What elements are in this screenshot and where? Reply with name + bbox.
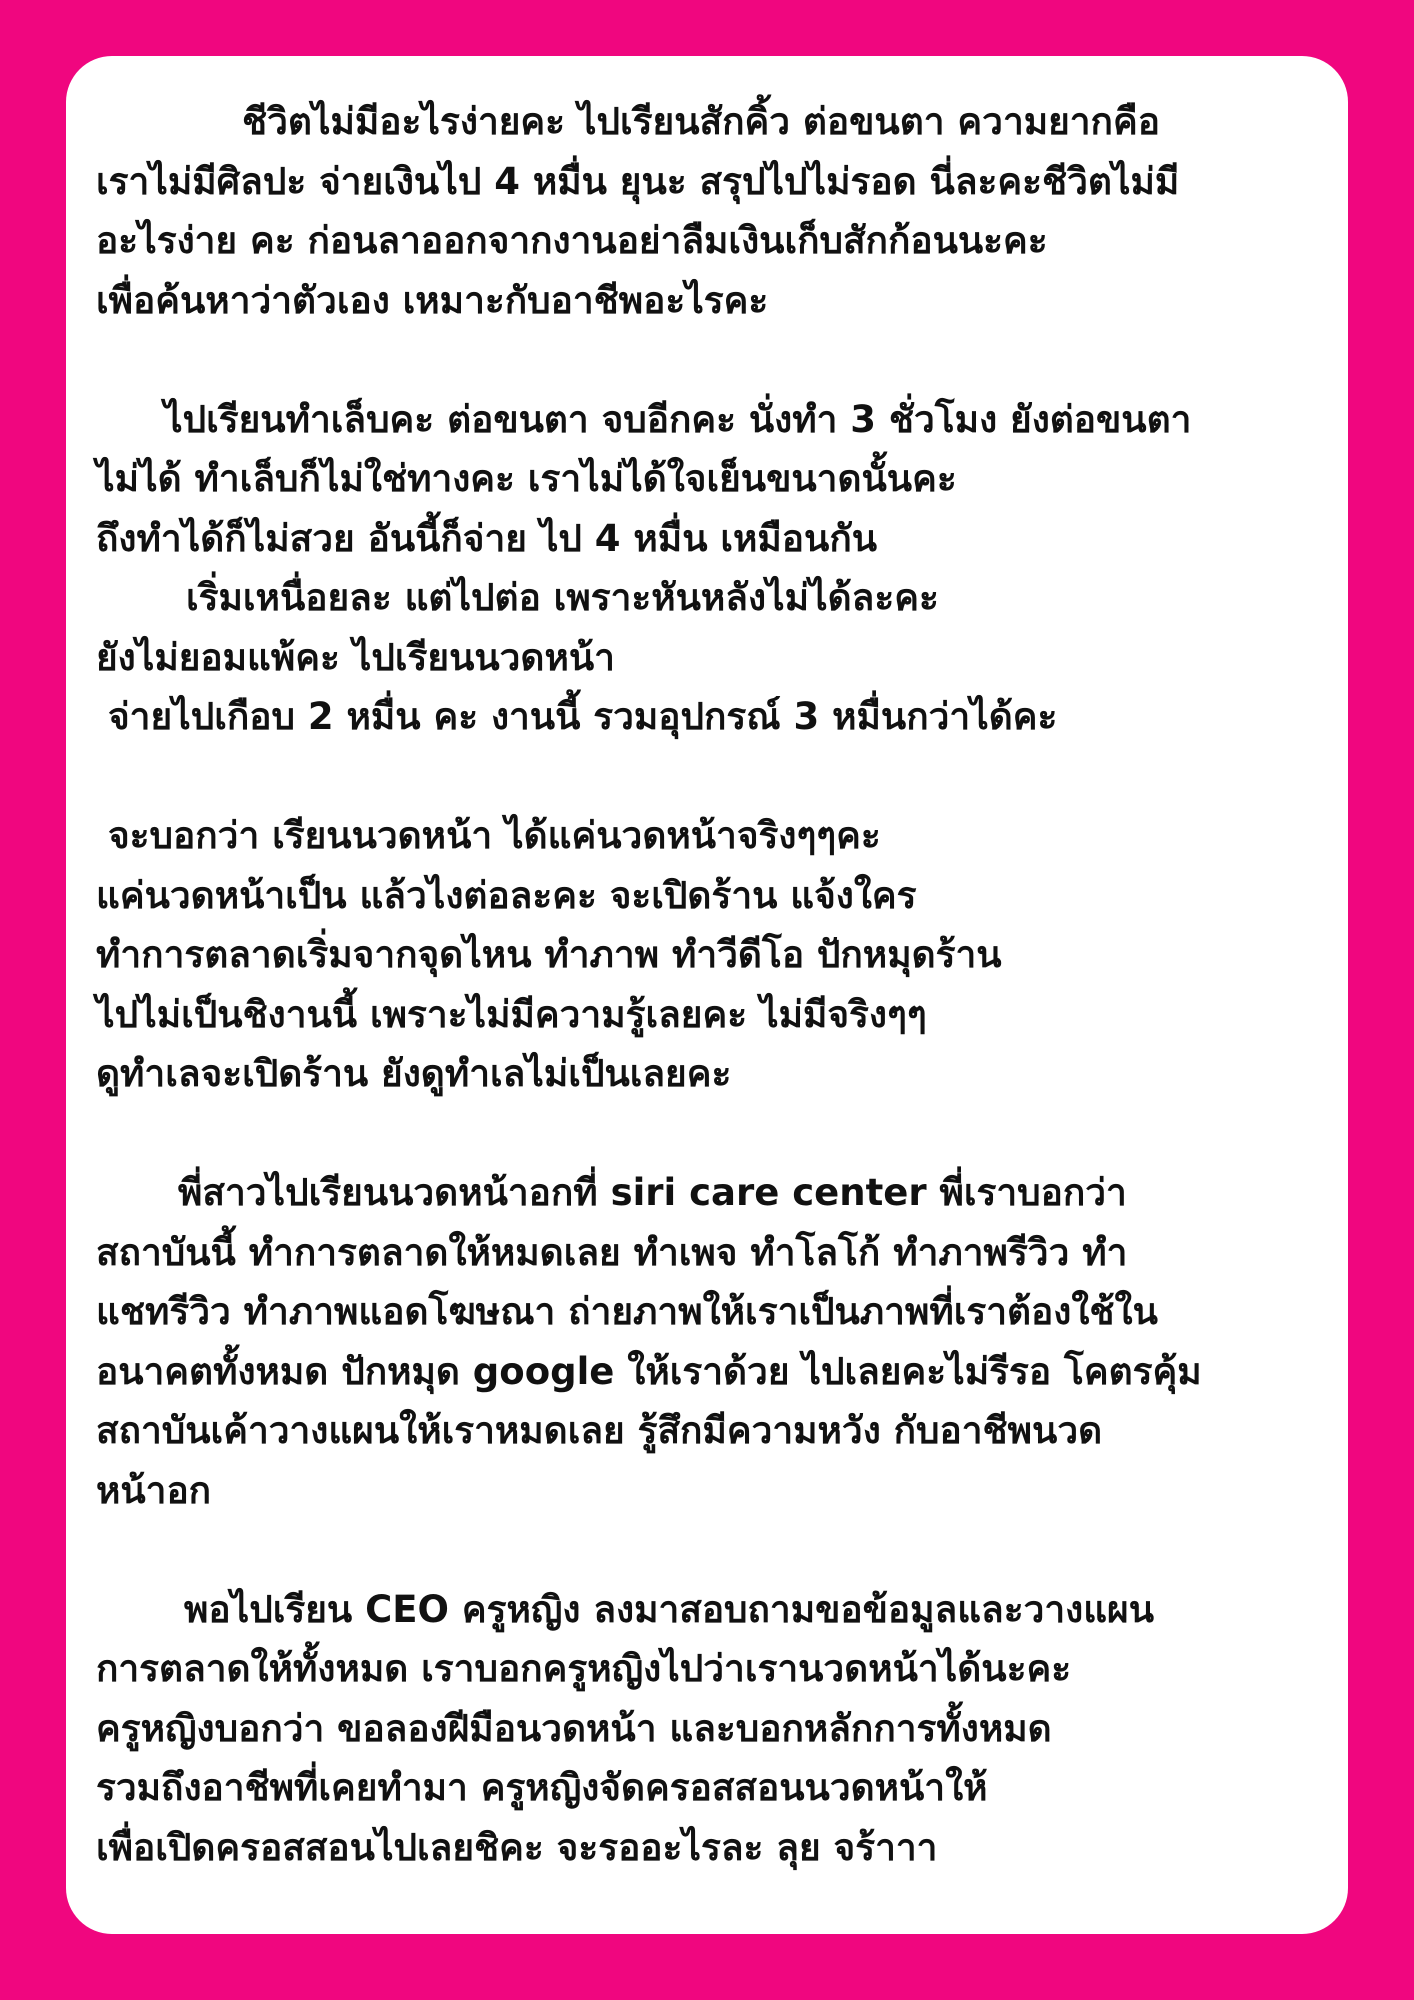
blank-line	[96, 747, 1336, 807]
text-line: สถาบันนี้ ทำการตลาดให้หมดเลย ทำเพจ ทำโลโก้ ทำภาพรีวิว ทำ	[96, 1230, 1128, 1274]
text-line: สถาบันเค้าวางแผนให้เราหมดเลย รู้สึกมีความหวัง กับอาชีพนวด	[96, 1409, 1103, 1452]
text-line: หน้าอก	[96, 1468, 212, 1512]
text-line: ทำการตลาดเริ่มจากจุดไหน ทำภาพ ทำวีดีโอ ปักหมุดร้าน	[96, 933, 1002, 976]
text-line: เริ่มเหนื่อยละ แต่ไปต่อ เพราะหันหลังไม่ได้ละคะ	[186, 576, 939, 619]
text-line: ถึงทำได้ก็ไม่สวย อันนี้ก็จ่าย ไป 4 หมื่น เหมือนกัน	[96, 516, 878, 560]
text-line: พอไปเรียน CEO ครูหญิง ลงมาสอบถามขอข้อมูลและวางแผน	[184, 1587, 1155, 1631]
text-line: จะบอกว่า เรียนนวดหน้า ได้แค่นวดหน้าจริงๆๆคะ	[108, 814, 881, 857]
text-line: ไปไม่เป็นชิงานนี้ เพราะไม่มีความรู้เลยคะ ไม่มีจริงๆๆ	[96, 992, 927, 1036]
text-line: อะไรง่าย คะ ก่อนลาออกจากงานอย่าลืมเงินเก็บสักก้อนนะคะ	[96, 219, 1048, 262]
text-line: อนาคตทั้งหมด ปักหมุด google ให้เราด้วย ไปเลยคะไม่รีรอ โคตรคุ้ม	[96, 1349, 1202, 1393]
text-line: เพื่อเปิดครอสสอนไปเลยชิคะ จะรออะไรละ ลุย จร้าาา	[96, 1825, 938, 1869]
text-line: จ่ายไปเกือบ 2 หมื่น คะ งานนี้ รวมอุปกรณ์ 3 หมื่นกว่าได้คะ	[108, 695, 1058, 738]
text-line: แค่นวดหน้าเป็น แล้วไงต่อละคะ จะเปิดร้าน แจ้งใคร	[96, 873, 917, 917]
text-line: การตลาดให้ทั้งหมด เราบอกครูหญิงไปว่าเรานวดหน้าได้นะคะ	[96, 1647, 1072, 1690]
text-line: ไปเรียนทำเล็บคะ ต่อขนตา จบอีกคะ นั่งทำ 3 ชั่วโมง ยังต่อขนตา	[164, 397, 1192, 441]
text-line: ไม่ได้ ทำเล็บก็ไม่ใช่ทางคะ เราไม่ได้ใจเย็นขนาดนั้นคะ	[96, 457, 957, 500]
blank-line	[96, 330, 1336, 390]
text-line: พี่สาวไปเรียนนวดหน้าอกที่ siri care center พี่เราบอกว่า	[178, 1171, 1127, 1214]
text-line: เราไม่มีศิลปะ จ่ายเงินไป 4 หมื่น ยุนะ สรุปไปไม่รอด นี่ละคะชีวิตไม่มี	[96, 159, 1180, 203]
blank-line	[96, 1520, 1336, 1580]
text-line: ดูทำเลจะเปิดร้าน ยังดูทำเลไม่เป็นเลยคะ	[96, 1052, 732, 1095]
text-line: ครูหญิงบอกว่า ขอลองฝีมือนวดหน้า และบอกหลักการทั้งหมด	[96, 1706, 1052, 1750]
text-line: ยังไม่ยอมแพ้คะ ไปเรียนนวดหน้า	[96, 635, 615, 679]
text-line: เพื่อค้นหาว่าตัวเอง เหมาะกับอาชีพอะไรคะ	[96, 278, 769, 322]
text-line: แชทรีวิว ทำภาพแอดโฆษณา ถ่ายภาพให้เราเป็นภาพที่เราต้องใช้ใน	[96, 1290, 1158, 1333]
text-line: ชีวิตไม่มีอะไรง่ายคะ ไปเรียนสักคิ้ว ต่อขนตา ความยากคือ	[242, 100, 1160, 143]
document-body	[96, 92, 1336, 1877]
text-line: รวมถึงอาชีพที่เคยทำมา ครูหญิงจัดครอสสอนนวดหน้าให้	[96, 1766, 988, 1809]
blank-line	[96, 1104, 1336, 1164]
